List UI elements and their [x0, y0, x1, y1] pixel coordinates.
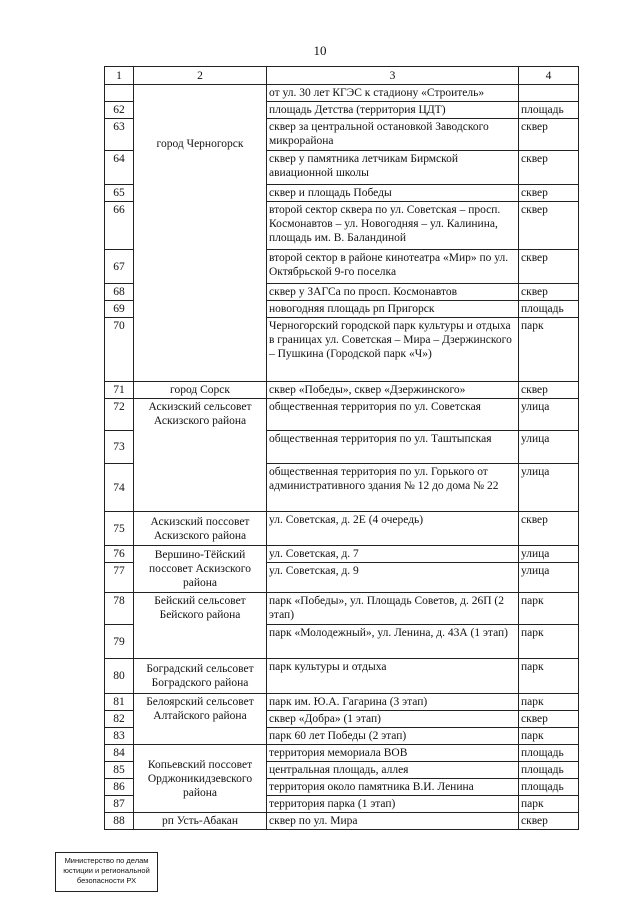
- territory-type: улица: [519, 431, 579, 464]
- territory-type: [519, 85, 579, 102]
- territory-type: парк: [519, 625, 579, 659]
- territory-type: парк: [519, 318, 579, 382]
- row-number: 81: [105, 694, 134, 711]
- stamp-line: безопасности РХ: [76, 876, 137, 885]
- territory-type: сквер: [519, 512, 579, 546]
- row-number: 84: [105, 745, 134, 762]
- municipality-cell: город Черногорск: [134, 85, 267, 382]
- page-number: 10: [313, 43, 327, 58]
- row-number: 65: [105, 185, 134, 202]
- row-number: 66: [105, 202, 134, 250]
- territory-type: сквер: [519, 119, 579, 151]
- row-number: 68: [105, 284, 134, 301]
- territory-address: территория около памятника В.И. Ленина: [267, 779, 519, 796]
- table-row: [105, 399, 579, 431]
- row-number: 63: [105, 119, 134, 151]
- territory-address: парк «Молодежный», ул. Ленина, д. 43А (1 этап): [267, 625, 519, 659]
- column-header: 1: [105, 67, 134, 85]
- territory-type: площадь: [519, 779, 579, 796]
- row-number: [105, 85, 134, 102]
- territory-type: сквер: [519, 711, 579, 728]
- column-header: 2: [134, 67, 267, 85]
- territory-type: парк: [519, 593, 579, 625]
- territory-address: общественная территория по ул. Таштыпская: [267, 431, 519, 464]
- table-row: [105, 382, 579, 399]
- territory-address: парк «Победы», ул. Площадь Советов, д. 26П (2 этап): [267, 593, 519, 625]
- territory-address: сквер у памятника летчикам Бирмской авиационной школы: [267, 151, 519, 185]
- row-number: 74: [105, 464, 134, 512]
- territory-type: улица: [519, 563, 579, 593]
- row-number: 75: [105, 512, 134, 546]
- territory-address: общественная территория по ул. Советская: [267, 399, 519, 431]
- row-number: 67: [105, 250, 134, 284]
- municipality-cell: Белоярский сельсовет Алтайского района: [134, 694, 267, 745]
- territory-address: второй сектор в районе кинотеатра «Мир» по ул. Октябрьской 9-го поселка: [267, 250, 519, 284]
- table-row: [105, 593, 579, 625]
- territory-address: Черногорский городской парк культуры и отдыха в границах ул. Советская – Мира – Дзержинского – Пушкина (Городской парк «Ч»): [267, 318, 519, 382]
- territory-address: общественная территория по ул. Горького от административного здания № 12 до дома № 22: [267, 464, 519, 512]
- table-row: [105, 85, 579, 102]
- row-number: 76: [105, 546, 134, 563]
- territory-address: парк культуры и отдыха: [267, 659, 519, 694]
- row-number: 83: [105, 728, 134, 745]
- territory-type: сквер: [519, 250, 579, 284]
- row-number: 77: [105, 563, 134, 593]
- row-number: 80: [105, 659, 134, 694]
- municipality-cell: Аскизский поссовет Аскизского района: [134, 512, 267, 546]
- row-number: 78: [105, 593, 134, 625]
- row-number: 79: [105, 625, 134, 659]
- territory-type: парк: [519, 694, 579, 711]
- table-row: [105, 694, 579, 711]
- municipality-cell: Вершино-Тёйский поссовет Аскизского района: [134, 546, 267, 593]
- municipality-cell: Бейский сельсовет Бейского района: [134, 593, 267, 659]
- territory-address: парк им. Ю.А. Гагарина (3 этап): [267, 694, 519, 711]
- territory-address: второй сектор сквера по ул. Советская – просп. Космонавтов – ул. Новогодняя – ул. Калинина, площадь им. В. Баландиной: [267, 202, 519, 250]
- territory-type: площадь: [519, 762, 579, 779]
- territory-address: от ул. 30 лет КГЭС к стадиону «Строитель»: [267, 85, 519, 102]
- territory-address: площадь Детства (территория ЦДТ): [267, 102, 519, 119]
- territory-address: территория мемориала ВОВ: [267, 745, 519, 762]
- territory-type: сквер: [519, 284, 579, 301]
- row-number: 62: [105, 102, 134, 119]
- row-number: 86: [105, 779, 134, 796]
- row-number: 73: [105, 431, 134, 464]
- territory-address: новогодняя площадь рп Пригорск: [267, 301, 519, 318]
- column-header: 3: [267, 67, 519, 85]
- row-number: 69: [105, 301, 134, 318]
- territory-type: парк: [519, 796, 579, 813]
- row-number: 82: [105, 711, 134, 728]
- territory-type: парк: [519, 659, 579, 694]
- territory-type: сквер: [519, 185, 579, 202]
- row-number: 72: [105, 399, 134, 431]
- row-number: 85: [105, 762, 134, 779]
- territory-type: улица: [519, 546, 579, 563]
- stamp-line: Министерство по делам: [64, 856, 149, 865]
- municipality-cell: город Сорск: [134, 382, 267, 399]
- public-spaces-table: [104, 66, 579, 830]
- territory-address: сквер у ЗАГСа по просп. Космонавтов: [267, 284, 519, 301]
- table-row: [105, 659, 579, 694]
- territory-type: площадь: [519, 102, 579, 119]
- territory-type: сквер: [519, 382, 579, 399]
- territory-type: улица: [519, 464, 579, 512]
- table-row: [105, 512, 579, 546]
- territory-type: парк: [519, 728, 579, 745]
- municipality-cell: Боградский сельсовет Боградского района: [134, 659, 267, 694]
- municipality-cell: рп Усть-Абакан: [134, 813, 267, 830]
- territory-address: сквер и площадь Победы: [267, 185, 519, 202]
- column-header: 4: [519, 67, 579, 85]
- table-row: [105, 546, 579, 563]
- territory-type: улица: [519, 399, 579, 431]
- row-number: 87: [105, 796, 134, 813]
- municipality-cell: Копьевский поссовет Орджоникидзевского района: [134, 745, 267, 813]
- ministry-stamp: [55, 852, 158, 892]
- territory-type: площадь: [519, 745, 579, 762]
- territory-type: сквер: [519, 813, 579, 830]
- row-number: 88: [105, 813, 134, 830]
- row-number: 70: [105, 318, 134, 382]
- table-row: [105, 813, 579, 830]
- row-number: 71: [105, 382, 134, 399]
- territory-address: сквер за центральной остановкой Заводского микрорайона: [267, 119, 519, 151]
- territory-address: сквер «Добра» (1 этап): [267, 711, 519, 728]
- territory-address: центральная площадь, аллея: [267, 762, 519, 779]
- stamp-line: юстиции и региональной: [63, 866, 150, 875]
- territory-type: сквер: [519, 151, 579, 185]
- municipality-cell: Аскизский сельсовет Аскизского района: [134, 399, 267, 512]
- row-number: 64: [105, 151, 134, 185]
- territory-address: сквер «Победы», сквер «Дзержинского»: [267, 382, 519, 399]
- territory-type: сквер: [519, 202, 579, 250]
- territory-address: ул. Советская, д. 2Е (4 очередь): [267, 512, 519, 546]
- territory-type: площадь: [519, 301, 579, 318]
- territory-address: территория парка (1 этап): [267, 796, 519, 813]
- table-header-row: [105, 67, 579, 85]
- territory-address: ул. Советская, д. 7: [267, 546, 519, 563]
- territory-address: ул. Советская, д. 9: [267, 563, 519, 593]
- territory-address: сквер по ул. Мира: [267, 813, 519, 830]
- territory-address: парк 60 лет Победы (2 этап): [267, 728, 519, 745]
- table-row: [105, 745, 579, 762]
